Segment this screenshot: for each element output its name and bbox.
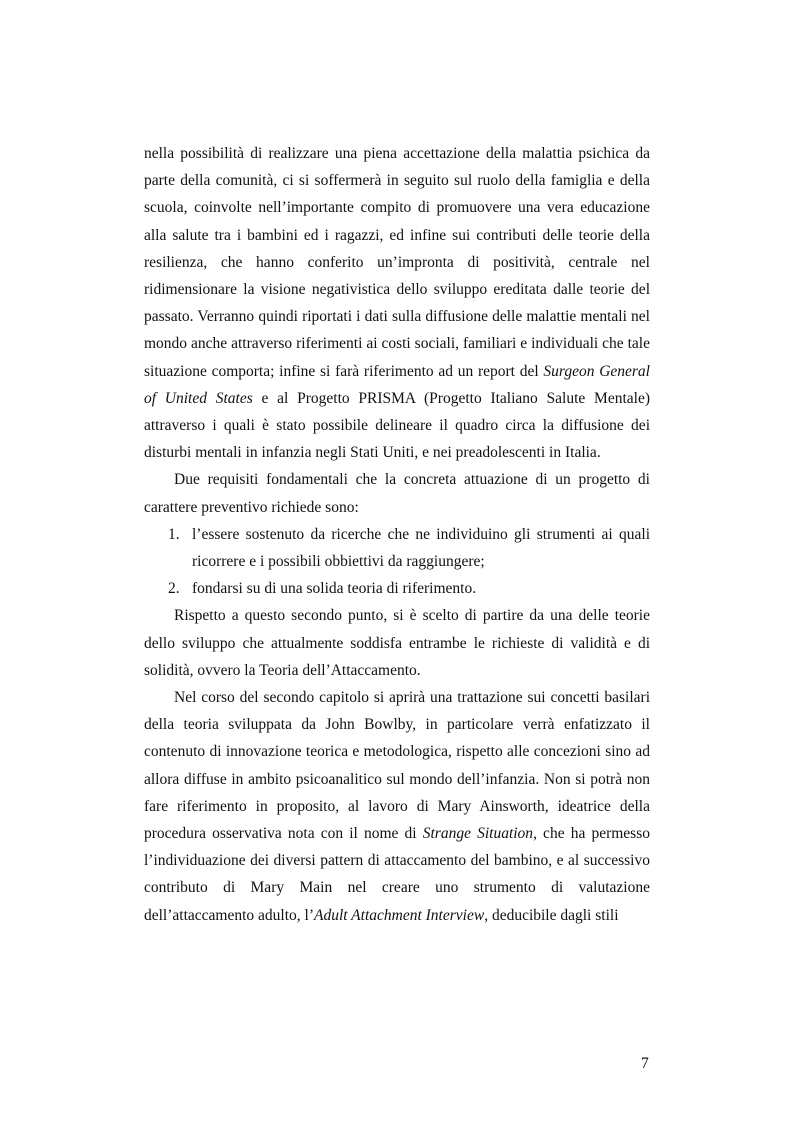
list-number: 2. xyxy=(168,580,180,598)
paragraph-text: , che ha permesso l’individuazione dei diversi pattern di attaccamento del bambino, e al successivo contributo di Mary Main nel creare uno strumento di valutazione dell’attaccamento adulto, l’ xyxy=(144,825,650,924)
list-number: 1. xyxy=(168,525,180,543)
list-item xyxy=(168,575,650,602)
italic-term-strange-situation: Strange Situation xyxy=(422,825,534,843)
list-item xyxy=(168,521,650,575)
paragraph-continuation xyxy=(144,140,650,466)
paragraph-text: nella possibilità di realizzare una piena accettazione della malattia psichica da parte della comunità, ci si soffermerà in seguito sul ruolo della famiglia e della scuola, coinvolte nell’importante compito di promuovere una vera educazione alla salute tra i bambini ed i ragazzi, ed infine sui contributi delle teorie della resilienza, che hanno conferito un’impronta di positività, centrale nel ridimensionare la visione negativistica dello sviluppo ereditata dalle teorie del passato. Verranno quindi riportati i dati sulla diffusione delle malattie mentali nel mondo anche attraverso riferimenti ai costi sociali, familiari e individuali che tale situazione comporta; infine si farà riferimento ad un report del xyxy=(144,145,650,380)
italic-term-adult-attachment-interview: Adult Attachment Interview xyxy=(314,906,485,924)
list-item-text: l’essere sostenuto da ricerche che ne individuino gli strumenti ai quali ricorrere e i possibili obbiettivi da raggiungere; xyxy=(192,525,650,571)
paragraph-second-point: Rispetto a questo secondo punto, si è scelto di partire da una delle teorie dello sviluppo che attualmente soddisfa entrambe le richieste di validità e di solidità, ovvero la Teoria dell’Attaccamento. xyxy=(144,607,650,679)
paragraph-requirements: Due requisiti fondamentali che la concreta attuazione di un progetto di carattere preventivo richiede sono: xyxy=(144,471,650,516)
paragraph-text: Nel corso del secondo capitolo si aprirà una trattazione sui concetti basilari della teoria sviluppata da John Bowlby, in particolare verrà enfatizzato il contenuto di innovazione teorica e metodologica, rispetto alle concezioni sino ad allora diffuse in ambito psicoanalitico sul mondo dell’infanzia. Non si potrà non fare riferimento in proposito, al lavoro di Mary Ainsworth, ideatrice della procedura osservativa nota con il nome di xyxy=(144,689,650,843)
page-number: 7 xyxy=(641,1055,649,1072)
italic-title-surgeon-general: Surgeon General of United States xyxy=(144,362,650,407)
paragraph-text: , deducibile dagli stili xyxy=(484,906,619,924)
numbered-list xyxy=(144,521,650,603)
paragraph-second-chapter xyxy=(144,684,650,929)
paragraph-text: e al Progetto PRISMA (Progetto Italiano Salute Mentale) attraverso i quali è stato possibile delineare il quadro circa la diffusione dei disturbi mentali in infanzia negli Stati Uniti, e nei preadolescenti in Italia. xyxy=(144,389,650,462)
page-body xyxy=(144,140,650,929)
list-item-text: fondarsi su di una solida teoria di riferimento. xyxy=(192,580,477,598)
